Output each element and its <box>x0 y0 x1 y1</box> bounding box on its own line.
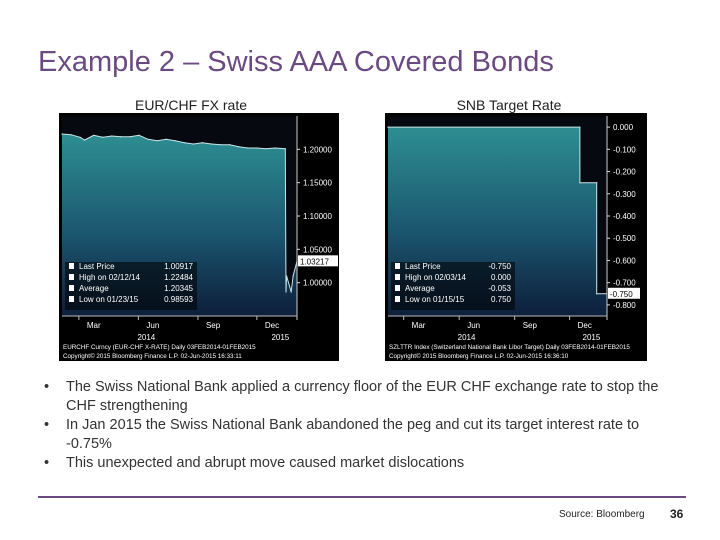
last-value-label: -0.750 <box>610 289 633 299</box>
x-tick-label: Mar <box>411 321 426 330</box>
data-point <box>175 140 176 141</box>
data-point <box>61 133 62 134</box>
data-point <box>596 182 597 183</box>
data-point <box>256 147 257 148</box>
bullet-text: The Swiss National Bank applied a currency floor of the EUR CHF exchange rate to stop the CHF strengthening <box>66 379 659 414</box>
bullet-list <box>40 378 680 473</box>
x-tick-label: Dec <box>577 321 592 330</box>
data-point <box>184 142 185 143</box>
last-value-label: 1.03217 <box>300 257 329 267</box>
x-tick-label: Mar <box>86 321 101 330</box>
legend-value: 1.00917 <box>164 262 193 271</box>
data-point <box>265 148 266 149</box>
eurchf-chart-panel <box>59 113 339 361</box>
data-point <box>579 127 580 128</box>
y-tick-label: 1.15000 <box>303 178 332 188</box>
y-tick-label: 1.10000 <box>303 212 332 221</box>
data-point <box>80 137 81 138</box>
data-point <box>291 291 292 292</box>
x-year-label: 2014 <box>137 333 156 342</box>
bullet-dot: • <box>44 417 50 433</box>
chart-title-eurchf: EUR/CHF FX rate <box>134 97 247 113</box>
bullet-text: In Jan 2015 the Swiss National Bank abandoned the peg and cut its target interest rate to -0.75% <box>66 417 640 452</box>
data-point <box>229 144 230 145</box>
x-year-label: 2015 <box>271 333 290 342</box>
slide-title: Example 2 – Swiss AAA Covered Bonds <box>38 46 554 78</box>
legend-label: Low on 01/15/15 <box>405 295 465 304</box>
legend-marker <box>69 263 74 269</box>
y-tick-label: -0.700 <box>613 278 636 288</box>
data-point <box>285 148 286 149</box>
data-point <box>157 140 158 141</box>
x-tick-label: Jun <box>467 321 481 330</box>
y-tick-label: 0.000 <box>613 123 634 133</box>
x-tick-label: Sep <box>522 321 537 330</box>
snb-chart <box>385 113 647 361</box>
data-point <box>111 135 112 136</box>
chart-title-snb: SNB Target Rate <box>456 97 562 113</box>
y-tick-label: -0.300 <box>613 189 636 199</box>
bullet-item <box>40 378 680 416</box>
data-point <box>148 139 149 140</box>
y-tick-label: -0.600 <box>613 256 636 266</box>
bullet-text: This unexpected and abrupt move caused market dislocations <box>66 455 465 471</box>
data-point <box>247 147 248 148</box>
legend-value: 0.98593 <box>164 295 193 304</box>
data-point <box>596 293 597 294</box>
legend-value: 1.20345 <box>164 284 193 293</box>
chart-footer-text: Copyright© 2015 Bloomberg Finance L.P. 02-Jun-2015 16:33:11 <box>63 353 242 360</box>
chart-footer-text: EURCHF Curncy (EUR-CHF X-RATE) Daily 03FEB2014-01FEB2015 <box>63 344 256 351</box>
legend-marker <box>69 274 74 280</box>
data-point <box>220 144 221 145</box>
data-point <box>211 143 212 144</box>
legend-marker <box>69 285 74 291</box>
data-point <box>102 137 103 138</box>
data-point <box>71 134 72 135</box>
footer-divider <box>38 496 686 498</box>
data-point <box>166 139 167 140</box>
y-tick-label: -0.400 <box>613 212 636 221</box>
x-tick-label: Dec <box>264 321 280 330</box>
data-point <box>93 135 94 136</box>
legend-label: High on 02/12/14 <box>79 273 140 282</box>
y-tick-label: -0.800 <box>613 300 636 310</box>
legend-value: 0.000 <box>490 273 511 282</box>
legend-marker <box>395 285 400 291</box>
data-point <box>202 142 203 143</box>
data-point <box>138 135 139 136</box>
bullet-item <box>40 454 680 473</box>
data-point <box>286 275 287 276</box>
eurchf-chart <box>59 113 339 361</box>
data-point <box>387 127 388 128</box>
y-tick-label: -0.500 <box>613 234 636 244</box>
snb-chart-panel <box>385 113 647 361</box>
y-tick-label: 1.05000 <box>303 245 332 255</box>
legend-value: 1.22484 <box>164 273 193 282</box>
data-point <box>129 136 130 137</box>
y-tick-label: -0.100 <box>613 145 636 155</box>
legend-label: Last Price <box>405 262 441 271</box>
x-tick-label: Sep <box>205 321 221 330</box>
source-note: Source: Bloomberg <box>559 509 645 520</box>
legend-label: Low on 01/23/15 <box>79 295 139 304</box>
bullet-dot: • <box>44 455 50 471</box>
chart-footer-text: Copyright© 2015 Bloomberg Finance L.P. 02-Jun-2015 16:36:10 <box>389 353 569 360</box>
data-point <box>293 275 294 276</box>
legend-box <box>65 262 197 310</box>
legend-value: -0.750 <box>488 262 511 271</box>
legend-label: Average <box>79 284 109 293</box>
data-point <box>84 139 85 140</box>
legend-value: -0.053 <box>488 284 511 293</box>
legend-label: High on 02/03/14 <box>405 273 466 282</box>
legend-marker <box>69 296 74 302</box>
legend-label: Average <box>405 284 435 293</box>
chart-footer-text: SZLTTR Index (Switzerland National Bank Libor Target) Daily 03FEB2014-01FEB2015 <box>389 344 630 351</box>
y-tick-label: 1.20000 <box>303 145 332 155</box>
data-point <box>274 147 275 148</box>
legend-marker <box>395 296 400 302</box>
legend-box <box>391 262 515 310</box>
page-number: 36 <box>670 507 684 521</box>
y-tick-label: -0.200 <box>613 167 636 177</box>
data-point <box>579 182 580 183</box>
legend-value: 0.750 <box>490 295 511 304</box>
x-year-label: 2014 <box>457 333 476 342</box>
x-tick-label: Jun <box>146 321 160 330</box>
data-point <box>238 146 239 147</box>
bullet-dot: • <box>44 379 50 395</box>
legend-marker <box>395 274 400 280</box>
data-point <box>120 136 121 137</box>
legend-marker <box>395 263 400 269</box>
data-point <box>285 291 286 292</box>
legend-label: Last Price <box>79 262 115 271</box>
data-point <box>193 143 194 144</box>
y-tick-label: 1.00000 <box>303 278 332 288</box>
bullet-item <box>40 416 680 454</box>
x-year-label: 2015 <box>582 333 601 342</box>
